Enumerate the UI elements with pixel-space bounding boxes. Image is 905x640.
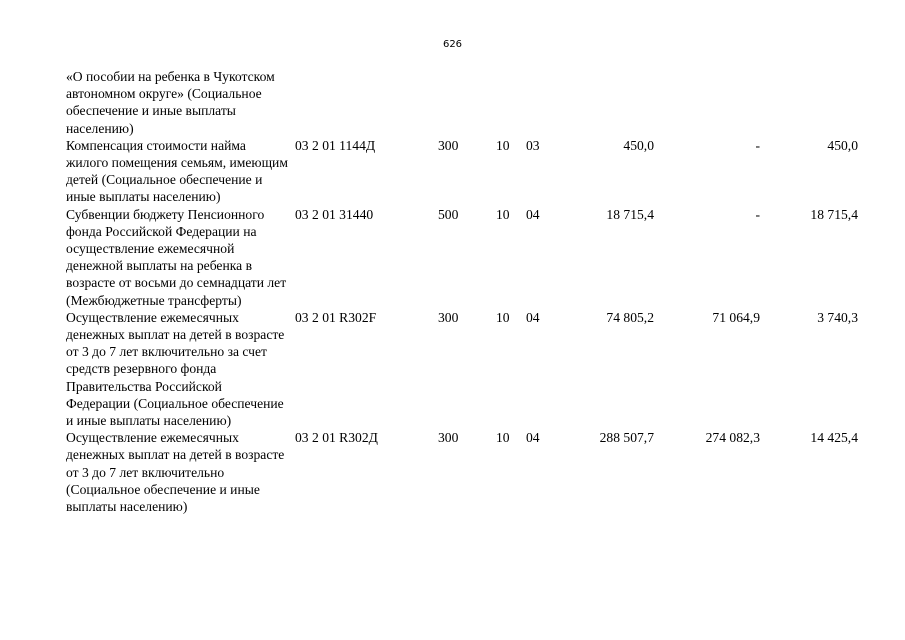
row-subsection: 04	[526, 206, 540, 222]
row-expense-type: 500	[438, 206, 459, 222]
row-description: «О пособии на ребенка в Чукотском автономном округе» (Социальное обеспечение и иные выплаты населению)	[66, 69, 275, 136]
row-federal-amount: -	[755, 137, 760, 153]
row-target-code: 03 2 01 R302Д	[295, 430, 378, 446]
row-description: Компенсация стоимости найма жилого помещения семьям, имеющим детей (Социальное обеспечение и иные выплаты населению)	[66, 137, 288, 205]
row-subsection: 03	[526, 137, 540, 153]
table-row	[66, 309, 866, 429]
row-description: Осуществление ежемесячных денежных выплат на детей в возрасте от 3 до 7 лет включительно (Социальное обеспечение и иные выплаты населению)	[66, 430, 285, 515]
row-target-code: 03 2 01 1144Д	[295, 137, 376, 153]
page-number: 626	[442, 39, 463, 50]
row-description: Осуществление ежемесячных денежных выплат на детей в возрасте от 3 до 7 лет включительно за счет средств резервного фонда Правительства Российской Федерации (Социальное обеспечение и иные выплаты населению)	[66, 309, 285, 429]
row-total-amount: 288 507,7	[599, 430, 654, 446]
row-regional-amount: 450,0	[827, 137, 858, 153]
table-row	[66, 137, 866, 206]
row-subsection: 04	[526, 309, 540, 325]
row-description: Субвенции бюджету Пенсионного фонда Российской Федерации на осуществление ежемесячной денежной выплаты на ребенка в возрасте от восьми до семнадцати лет (Межбюджетные трансферты)	[66, 206, 287, 308]
row-total-amount: 450,0	[623, 137, 654, 153]
table-row	[66, 429, 866, 515]
table-row	[66, 68, 866, 137]
row-expense-type: 300	[438, 137, 459, 153]
row-expense-type: 300	[438, 430, 459, 446]
row-federal-amount: 274 082,3	[705, 430, 760, 446]
row-total-amount: 74 805,2	[606, 309, 654, 325]
row-regional-amount: 3 740,3	[817, 309, 858, 325]
row-federal-amount: 71 064,9	[712, 309, 760, 325]
row-section: 10	[496, 309, 510, 325]
budget-table	[66, 68, 866, 515]
row-regional-amount: 14 425,4	[810, 430, 858, 446]
row-subsection: 04	[526, 430, 540, 446]
row-expense-type: 300	[438, 309, 459, 325]
row-regional-amount: 18 715,4	[810, 206, 858, 222]
row-section: 10	[496, 430, 510, 446]
row-section: 10	[496, 137, 510, 153]
row-federal-amount: -	[755, 206, 760, 222]
row-target-code: 03 2 01 R302F	[295, 309, 377, 325]
table-row	[66, 206, 866, 309]
row-target-code: 03 2 01 31440	[295, 206, 374, 222]
row-section: 10	[496, 206, 510, 222]
row-total-amount: 18 715,4	[606, 206, 654, 222]
